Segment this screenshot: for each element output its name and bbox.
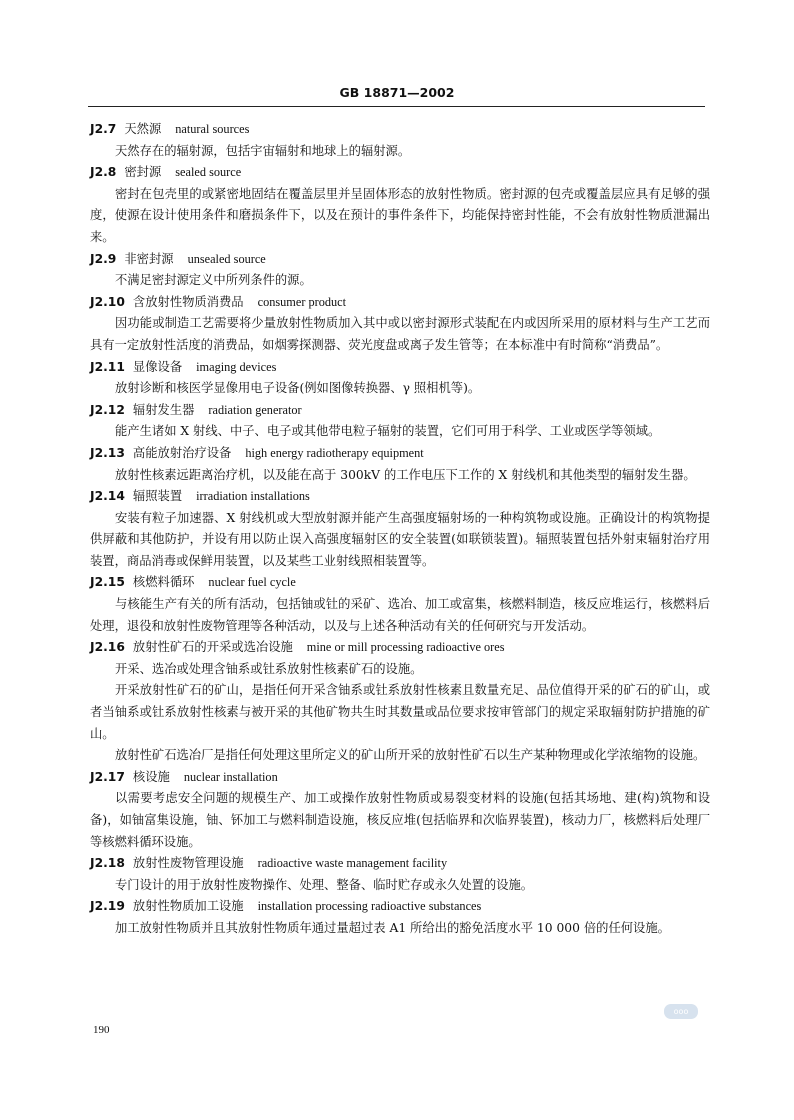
- term-chinese: 辐照装置: [132, 489, 183, 504]
- term-english: consumer product: [257, 294, 347, 309]
- term-english: radiation generator: [208, 402, 302, 417]
- term-chinese: 放射性废物管理设施: [132, 856, 244, 871]
- definition-term: [90, 486, 710, 508]
- definition-text: 因功能或制造工艺需要将少量放射性物质加入其中或以密封源形式装配在内或因所采用的原材料与生产工艺而具有一定放射性活度的消费品，如烟雾探测器、荧光度盘或离子发生管等；在本标准中有时简称“消费品”。: [90, 316, 710, 352]
- term-chinese: 天然源: [124, 122, 162, 136]
- definition-text: 放射诊断和核医学显像用电子设备(例如图像转换器、γ 照相机等)。: [115, 381, 481, 396]
- definition-text: 专门设计的用于放射性废物操作、处理、整备、临时贮存或永久处置的设施。: [115, 877, 534, 892]
- watermark-logo: ooo: [664, 1004, 698, 1019]
- term-english: unsealed source: [187, 251, 266, 266]
- definition-term: [90, 292, 710, 314]
- term-chinese: 显像设备: [132, 359, 183, 374]
- term-english: irradiation installations: [196, 489, 310, 504]
- definition-text: 密封在包壳里的或紧密地固结在覆盖层里并呈固体形态的放射性物质。密封源的包壳或覆盖层应具有足够的强度，使源在设计使用条件和磨损条件下，以及在预计的事件条件下，均能保持密封性能，不会有放射性物质泄漏出来。: [90, 186, 710, 244]
- clause-number: J2.16: [90, 640, 125, 655]
- page-number: 190: [93, 1024, 110, 1036]
- document-body: [90, 119, 710, 940]
- clause-number: J2.7: [90, 122, 117, 136]
- term-english: imaging devices: [196, 359, 277, 374]
- definition-text: 开采、选冶或处理含铀系或钍系放射性核素矿石的设施。: [115, 661, 423, 676]
- definition-text: 与核能生产有关的所有活动，包括铀或钍的采矿、选冶、加工或富集，核燃料制造，核反应堆运行，核燃料后处理，退役和放射性废物管理等各种活动，以及与上述各种活动有关的任何研究与开发活动。: [90, 597, 710, 633]
- clause-number: J2.8: [90, 165, 117, 180]
- clause-number: J2.9: [90, 251, 117, 266]
- term-english: nuclear installation: [183, 769, 278, 784]
- definition-text: 以需要考虑安全问题的规模生产、加工或操作放射性物质或易裂变材料的设施(包括其场地、建(构)筑物和设备)，如铀富集设施，铀、钚加工与燃料制造设施，核反应堆(包括临界和次临界装置)，核动力厂，核燃料后处理厂等核燃料循环设施。: [90, 791, 710, 849]
- definition-text: 安装有粒子加速器、X 射线机或大型放射源并能产生高强度辐射场的一种构筑物或设施。正确设计的构筑物提供屏蔽和其他防护，并设有用以防止误入高强度辐射区的安全装置(如联锁装置)。辐照装置包括外射束辐射治疗用装置，商品消毒或保鲜用装置，以及某些工业射线照相装置等。: [90, 510, 710, 568]
- term-english: radioactive waste management facility: [257, 856, 448, 871]
- definition-term: [90, 162, 710, 184]
- definition-term: [90, 853, 710, 875]
- term-chinese: 辐射发生器: [132, 402, 195, 417]
- clause-number: J2.12: [90, 402, 125, 417]
- term-english: sealed source: [175, 165, 242, 180]
- definition-term: [90, 357, 710, 379]
- term-chinese: 含放射性物质消费品: [132, 294, 244, 309]
- term-chinese: 放射性矿石的开采或选冶设施: [132, 640, 293, 655]
- clause-number: J2.15: [90, 575, 125, 590]
- definition-text: 放射性矿石选冶厂是指任何处理这里所定义的矿山所开采的放射性矿石以生产某种物理或化学浓缩物的设施。: [115, 748, 706, 763]
- header-rule: [88, 106, 705, 107]
- term-english: natural sources: [175, 122, 250, 136]
- clause-number: J2.17: [90, 769, 125, 784]
- term-chinese: 放射性物质加工设施: [132, 899, 244, 914]
- definition-text: 放射性核素远距离治疗机，以及能在高于 300kV 的工作电压下工作的 X 射线机和其他类型的辐射发生器。: [115, 467, 696, 482]
- term-english: nuclear fuel cycle: [208, 575, 296, 590]
- term-english: mine or mill processing radioactive ores: [306, 640, 505, 655]
- definition-text: 天然存在的辐射源，包括宇宙辐射和地球上的辐射源。: [115, 143, 411, 158]
- clause-number: J2.14: [90, 489, 125, 504]
- definition-term: [90, 896, 710, 918]
- term-chinese: 核燃料循环: [132, 575, 195, 590]
- definition-term: [90, 572, 710, 594]
- term-chinese: 非密封源: [124, 251, 174, 266]
- clause-number: J2.13: [90, 445, 125, 460]
- definition-term: [90, 400, 710, 422]
- definition-term: [90, 249, 710, 271]
- definition-term: [90, 637, 710, 659]
- definition-text: 不满足密封源定义中所列条件的源。: [115, 273, 312, 288]
- term-chinese: 密封源: [124, 165, 162, 180]
- term-english: high energy radiotherapy equipment: [245, 445, 424, 460]
- definition-text: 能产生诸如 X 射线、中子、电子或其他带电粒子辐射的装置，它们可用于科学、工业或医学等领域。: [115, 424, 661, 439]
- term-english: installation processing radioactive substances: [257, 899, 482, 914]
- definition-term: [90, 443, 710, 465]
- definition-term: [90, 119, 710, 141]
- definition-term: [90, 767, 710, 789]
- clause-number: J2.10: [90, 294, 125, 309]
- clause-number: J2.11: [90, 359, 125, 374]
- term-chinese: 高能放射治疗设备: [132, 445, 232, 460]
- definition-text: 加工放射性物质并且其放射性物质年通过量超过表 A1 所给出的豁免活度水平 10 000 倍的任何设施。: [115, 920, 670, 935]
- clause-number: J2.19: [90, 899, 125, 914]
- page-header: GB 18871—2002: [339, 85, 455, 100]
- clause-number: J2.18: [90, 856, 125, 871]
- term-chinese: 核设施: [132, 769, 170, 784]
- definition-text: 开采放射性矿石的矿山，是指任何开采含铀系或钍系放射性核素且数量充足、品位值得开采的矿石的矿山，或者当铀系或钍系放射性核素与被开采的其他矿物共生时其数量或品位要求按审管部门的规定采取辐射防护措施的矿山。: [90, 683, 710, 741]
